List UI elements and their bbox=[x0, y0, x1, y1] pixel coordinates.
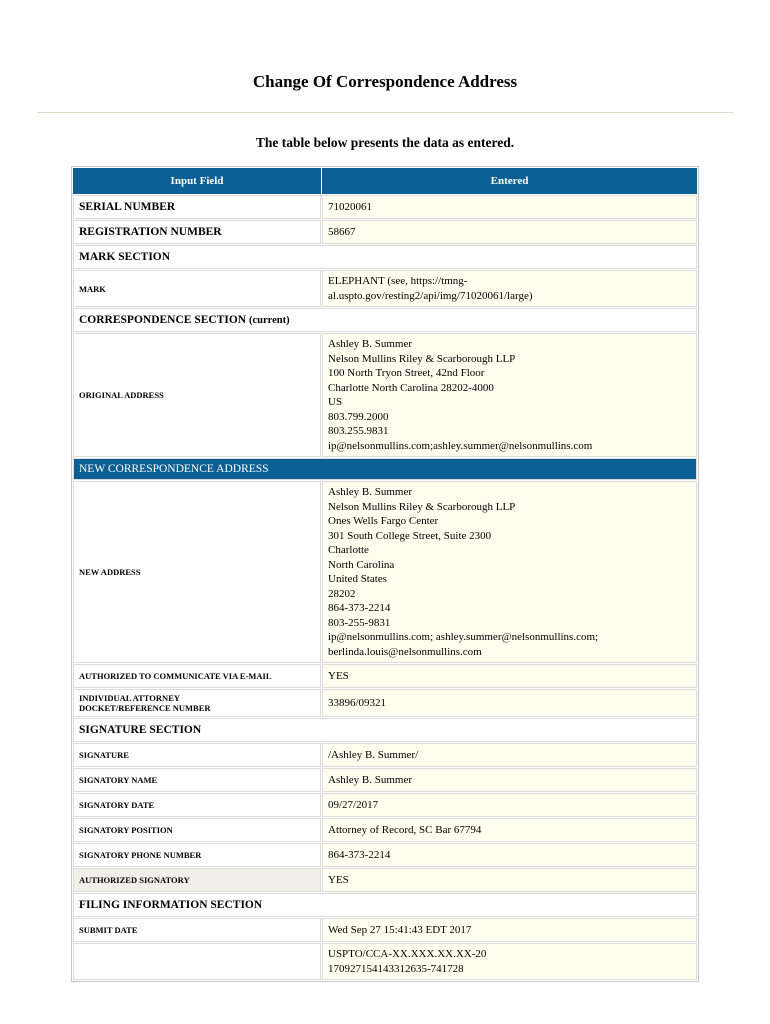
address-line: United States bbox=[328, 573, 387, 585]
address-line: 803.255.9831 bbox=[328, 425, 389, 437]
table-row bbox=[73, 743, 697, 767]
docket-label-line: DOCKET/REFERENCE NUMBER bbox=[79, 703, 211, 713]
signatory-date-label: SIGNATORY DATE bbox=[73, 793, 321, 817]
table-row bbox=[73, 943, 697, 980]
teas-stamp-value bbox=[322, 943, 697, 980]
original-address-label: ORIGINAL ADDRESS bbox=[73, 333, 321, 457]
signature-section-heading: SIGNATURE SECTION bbox=[73, 718, 697, 742]
table-row bbox=[73, 689, 697, 717]
authorized-email-label: AUTHORIZED TO COMMUNICATE VIA E-MAIL bbox=[73, 664, 321, 688]
original-address-value bbox=[322, 333, 697, 457]
mark-value bbox=[322, 270, 697, 307]
address-line: 28202 bbox=[328, 587, 356, 600]
correspondence-section-heading bbox=[73, 308, 697, 332]
mark-label: MARK bbox=[73, 270, 321, 307]
serial-number-label: SERIAL NUMBER bbox=[73, 195, 321, 219]
authorized-signatory-label: AUTHORIZED SIGNATORY bbox=[73, 868, 321, 892]
column-header-entered: Entered bbox=[322, 168, 697, 194]
registration-number-value: 58667 bbox=[322, 220, 697, 244]
address-line: 803-255-9831 bbox=[328, 616, 391, 629]
section-row bbox=[73, 893, 697, 917]
mark-value-line: al.uspto.gov/resting2/api/img/71020061/large) bbox=[328, 289, 533, 302]
table-row bbox=[73, 843, 697, 867]
authorized-email-value: YES bbox=[322, 664, 697, 688]
data-table bbox=[71, 166, 699, 982]
mark-value-line: ELEPHANT (see, https://tmng- bbox=[328, 275, 468, 287]
address-line: Ones Wells Fargo Center bbox=[328, 515, 439, 527]
signatory-date-value: 09/27/2017 bbox=[322, 793, 697, 817]
address-line: Charlotte bbox=[328, 544, 369, 556]
registration-number-label: REGISTRATION NUMBER bbox=[73, 220, 321, 244]
table-row bbox=[73, 918, 697, 942]
submit-date-value: Wed Sep 27 15:41:43 EDT 2017 bbox=[322, 918, 697, 942]
filing-section-heading: FILING INFORMATION SECTION bbox=[73, 893, 697, 917]
signatory-position-value: Attorney of Record, SC Bar 67794 bbox=[322, 818, 697, 842]
signature-label: SIGNATURE bbox=[73, 743, 321, 767]
table-row bbox=[73, 868, 697, 892]
docket-label bbox=[73, 689, 321, 717]
address-line: 100 North Tryon Street, 42nd Floor bbox=[328, 367, 485, 379]
address-line: berlinda.louis@nelsonmullins.com bbox=[328, 645, 482, 658]
table-row bbox=[73, 481, 697, 663]
mark-section-heading: MARK SECTION bbox=[73, 245, 697, 269]
table-row bbox=[73, 270, 697, 307]
address-line: Nelson Mullins Riley & Scarborough LLP bbox=[328, 500, 516, 513]
address-line: Charlotte North Carolina 28202-4000 bbox=[328, 381, 494, 394]
table-row bbox=[73, 818, 697, 842]
signature-value: /Ashley B. Summer/ bbox=[322, 743, 697, 767]
section-row bbox=[73, 308, 697, 332]
authorized-signatory-value: YES bbox=[322, 868, 697, 892]
signatory-phone-value: 864-373-2214 bbox=[322, 843, 697, 867]
signatory-phone-label: SIGNATORY PHONE NUMBER bbox=[73, 843, 321, 867]
table-row bbox=[73, 333, 697, 457]
column-header-input-field: Input Field bbox=[73, 168, 321, 194]
address-line: ip@nelsonmullins.com; ashley.summer@nelsonmullins.com; bbox=[328, 631, 599, 643]
table-row bbox=[73, 793, 697, 817]
teas-stamp-label bbox=[73, 943, 321, 980]
divider bbox=[37, 112, 733, 113]
address-line: 864-373-2214 bbox=[328, 602, 391, 614]
table-row bbox=[73, 195, 697, 219]
page-title: Change Of Correspondence Address bbox=[252, 72, 518, 91]
docket-value: 33896/09321 bbox=[322, 689, 697, 717]
table-row bbox=[73, 768, 697, 792]
teas-stamp-line: 170927154143312635-741728 bbox=[328, 962, 464, 975]
address-line: Nelson Mullins Riley & Scarborough LLP bbox=[328, 352, 516, 365]
new-correspondence-heading: NEW CORRESPONDENCE ADDRESS bbox=[73, 458, 697, 480]
correspondence-section-title: CORRESPONDENCE SECTION bbox=[79, 314, 247, 326]
section-row bbox=[73, 718, 697, 742]
signatory-name-label: SIGNATORY NAME bbox=[73, 768, 321, 792]
new-address-label: NEW ADDRESS bbox=[73, 481, 321, 663]
address-line: ip@nelsonmullins.com;ashley.summer@nelsonmullins.com bbox=[328, 439, 593, 452]
signatory-position-label: SIGNATORY POSITION bbox=[73, 818, 321, 842]
address-line: US bbox=[328, 396, 343, 408]
teas-stamp-line: USPTO/CCA-XX.XXX.XX.XX-20 bbox=[328, 948, 487, 960]
serial-number-value: 71020061 bbox=[322, 195, 697, 219]
section-row bbox=[73, 245, 697, 269]
page-subtitle: The table below presents the data as entered. bbox=[255, 135, 515, 150]
address-line: Ashley B. Summer bbox=[328, 338, 413, 350]
docket-label-line: INDIVIDUAL ATTORNEY bbox=[79, 693, 180, 703]
table-row bbox=[73, 664, 697, 688]
table-header-row bbox=[73, 168, 697, 194]
signatory-name-value: Ashley B. Summer bbox=[322, 768, 697, 792]
table-row bbox=[73, 220, 697, 244]
address-line: 301 South College Street, Suite 2300 bbox=[328, 529, 492, 542]
submit-date-label: SUBMIT DATE bbox=[73, 918, 321, 942]
address-line: 803.799.2000 bbox=[328, 410, 389, 423]
new-address-value bbox=[322, 481, 697, 663]
address-line: North Carolina bbox=[328, 558, 395, 571]
section-row bbox=[73, 458, 697, 480]
address-line: Ashley B. Summer bbox=[328, 486, 413, 498]
correspondence-section-tag: (current) bbox=[248, 315, 290, 326]
